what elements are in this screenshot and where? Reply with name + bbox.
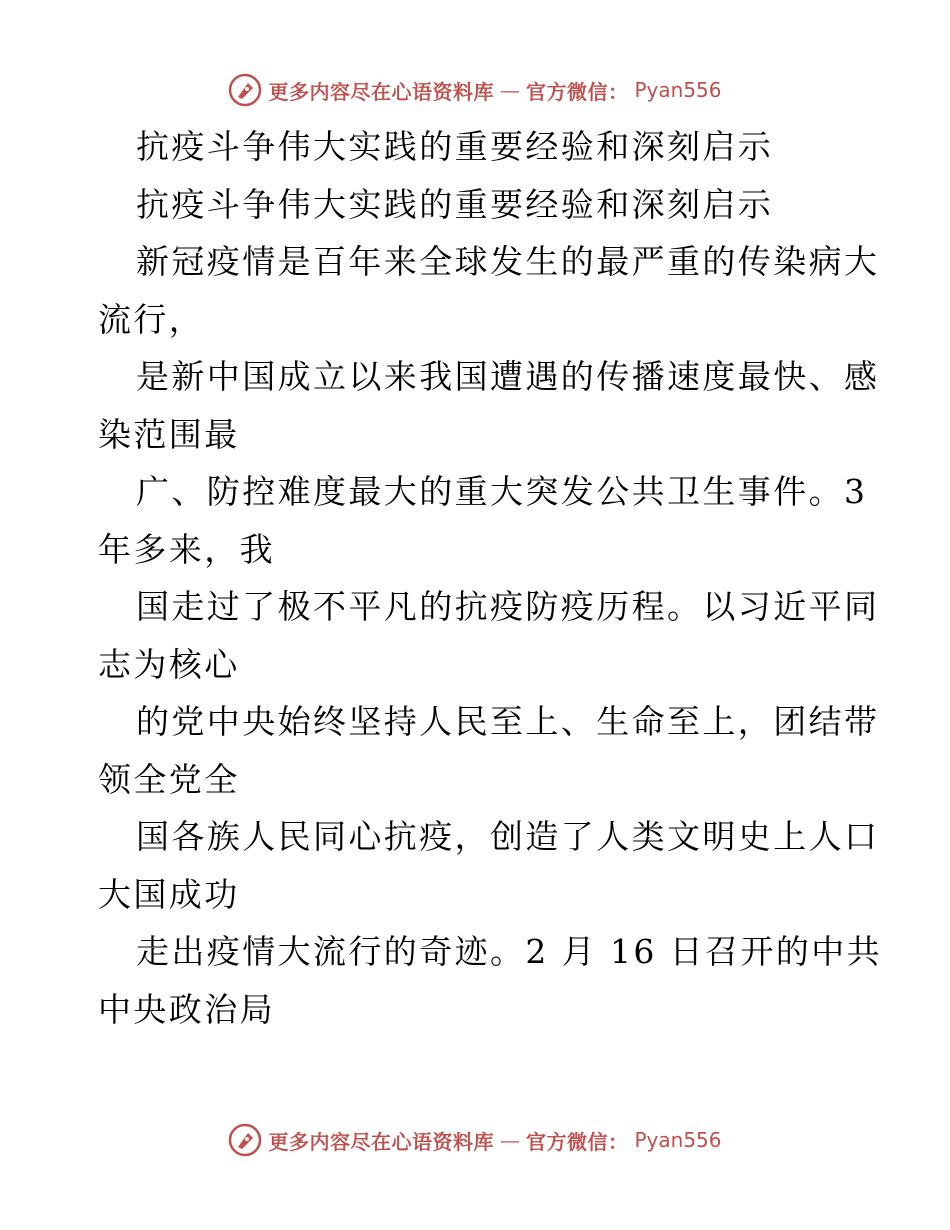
header-watermark	[228, 73, 721, 107]
pen-nib-logo-icon	[228, 1123, 262, 1157]
header-title: 更多内容尽在心语资料库	[268, 79, 494, 104]
footer-wechat-label: 官方微信：	[525, 1129, 629, 1154]
document-line: 走出疫情大流行的奇迹。2 月 16 日召开的中共	[136, 932, 883, 971]
document-line: 新冠疫情是百年来全球发生的最严重的传染病大	[136, 242, 880, 281]
document-line: 国走过了极不平凡的抗疫防疫历程。以习近平同	[136, 587, 880, 626]
document-line: 大国成功	[98, 874, 240, 914]
pen-nib-logo-icon	[228, 73, 262, 107]
footer-dash: —	[499, 1128, 520, 1152]
document-line: 国各族人民同心抗疫，创造了人类文明史上人口	[136, 817, 880, 856]
footer-watermark	[228, 1123, 721, 1157]
page-header	[0, 70, 950, 110]
footer-title: 更多内容尽在心语资料库	[268, 1129, 494, 1154]
document-line: 领全党全	[98, 759, 240, 799]
footer-wechat-id: Pyan556	[634, 1128, 722, 1152]
document-line: 的党中央始终坚持人民至上、生命至上，团结带	[136, 702, 880, 741]
document-line: 是新中国成立以来我国遭遇的传播速度最快、感	[136, 357, 880, 396]
document-line: 流行，	[98, 299, 205, 339]
document-line: 抗疫斗争伟大实践的重要经验和深刻启示	[136, 184, 774, 224]
document-line: 年多来，我	[98, 529, 275, 569]
header-dash: —	[499, 78, 520, 102]
document-line: 染范围最	[98, 414, 240, 454]
document-line: 广、防控难度最大的重大突发公共卫生事件。3	[136, 472, 868, 511]
document-line: 中央政治局	[98, 989, 275, 1029]
document-line: 抗疫斗争伟大实践的重要经验和深刻启示	[136, 127, 774, 166]
document-body	[98, 118, 883, 1038]
document-line: 志为核心	[98, 644, 240, 684]
header-wechat-id: Pyan556	[634, 78, 722, 102]
header-wechat-label: 官方微信：	[525, 79, 629, 104]
page-footer	[0, 1120, 950, 1160]
